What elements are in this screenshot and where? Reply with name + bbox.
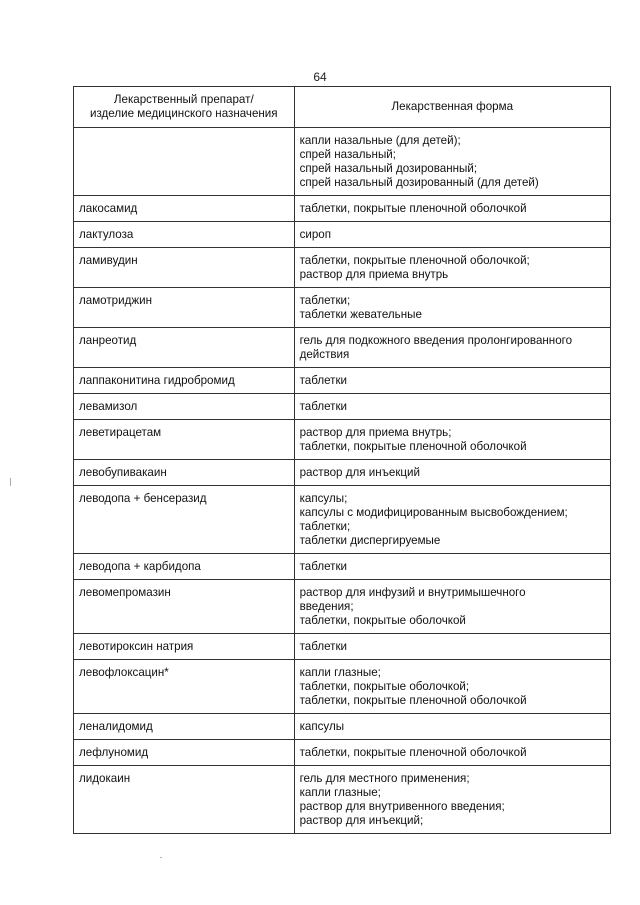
header-drug (74, 87, 295, 128)
dosage-forms (294, 394, 610, 420)
dosage-form: раствор для инфузий и внутримышечного (299, 586, 526, 599)
dosage-forms (294, 460, 610, 486)
dosage-form: капсулы с модифицированным высвобождением; (299, 506, 568, 519)
scan-speck (160, 857, 162, 858)
drug-name: лактулоза (74, 222, 295, 248)
table-row (74, 394, 611, 420)
dosage-form: спрей назальный; (299, 148, 396, 161)
dosage-forms (294, 328, 610, 368)
drug-name (74, 128, 295, 196)
table-row (74, 248, 611, 288)
header-line: изделие медицинского назначения (90, 107, 278, 120)
dosage-form: таблетки, покрытые пленочной оболочкой; (299, 254, 530, 267)
dosage-forms (294, 634, 610, 660)
drug-name: левомепромазин (74, 580, 295, 634)
drug-name: левофлоксацин* (74, 660, 295, 714)
dosage-forms (294, 580, 610, 634)
drug-name: леветирацетам (74, 420, 295, 460)
table-row (74, 486, 611, 554)
drug-name: леводопа + бенсеразид (74, 486, 295, 554)
drug-name: лефлуномид (74, 740, 295, 766)
dosage-forms (294, 554, 610, 580)
dosage-form: таблетки, покрытые оболочкой; (299, 680, 470, 693)
header-line: Лекарственная форма (391, 100, 514, 113)
table-row (74, 660, 611, 714)
dosage-form: введения; (299, 600, 354, 613)
dosage-form: таблетки (299, 374, 348, 387)
dosage-forms (294, 196, 610, 222)
dosage-form: таблетки; (299, 294, 351, 307)
drug-name: лаппаконитина гидробромид (74, 368, 295, 394)
table-row (74, 580, 611, 634)
table-row (74, 222, 611, 248)
dosage-form: спрей назальный дозированный (для детей) (299, 176, 539, 189)
drug-table (73, 86, 611, 834)
dosage-form: капсулы; (299, 492, 348, 505)
table-body (74, 128, 611, 834)
dosage-forms (294, 486, 610, 554)
drug-name: лакосамид (74, 196, 295, 222)
dosage-form: гель для подкожного введения пролонгированного (299, 334, 573, 347)
dosage-form: таблетки, покрытые пленочной оболочкой (299, 202, 527, 215)
table-row (74, 634, 611, 660)
dosage-form: капли глазные; (299, 666, 381, 679)
dosage-forms (294, 660, 610, 714)
dosage-form: спрей назальный дозированный; (299, 162, 478, 175)
table-row (74, 128, 611, 196)
table-row (74, 368, 611, 394)
dosage-form: раствор для приема внутрь (299, 268, 449, 281)
dosage-form: раствор для инъекций; (299, 814, 424, 827)
table-row (74, 714, 611, 740)
dosage-forms (294, 766, 610, 834)
dosage-forms (294, 288, 610, 328)
table-row (74, 740, 611, 766)
dosage-form: таблетки (299, 560, 348, 573)
dosage-form: таблетки, покрытые оболочкой (299, 614, 466, 627)
dosage-form: таблетки жевательные (299, 308, 422, 321)
dosage-form: таблетки диспергируемые (299, 534, 441, 547)
dosage-form: капли назальные (для детей); (299, 134, 461, 147)
table-row (74, 328, 611, 368)
table-row (74, 460, 611, 486)
drug-name: ланреотид (74, 328, 295, 368)
dosage-form: таблетки, покрытые пленочной оболочкой (299, 440, 527, 453)
drug-name: леводопа + карбидопа (74, 554, 295, 580)
dosage-forms (294, 714, 610, 740)
dosage-forms (294, 740, 610, 766)
table-row (74, 766, 611, 834)
drug-name: лидокаин (74, 766, 295, 834)
drug-name: левотироксин натрия (74, 634, 295, 660)
dosage-form: таблетки, покрытые пленочной оболочкой (299, 694, 527, 707)
table-row (74, 554, 611, 580)
table-row (74, 420, 611, 460)
dosage-form: действия (299, 348, 350, 361)
drug-name: ламивудин (74, 248, 295, 288)
dosage-form: раствор для внутривенного введения; (299, 800, 505, 813)
dosage-form: капли глазные; (299, 786, 381, 799)
dosage-form: гель для местного применения; (299, 772, 470, 785)
page-number: 64 (313, 70, 327, 84)
header-line: Лекарственный препарат/ (113, 93, 254, 106)
dosage-form: раствор для приема внутрь; (299, 426, 452, 439)
dosage-forms (294, 222, 610, 248)
dosage-form: таблетки (299, 400, 348, 413)
dosage-form: таблетки, покрытые пленочной оболочкой (299, 746, 527, 759)
scan-speck (10, 478, 11, 486)
dosage-forms (294, 128, 610, 196)
dosage-form: таблетки (299, 640, 348, 653)
drug-name: левамизол (74, 394, 295, 420)
drug-name: леналидомид (74, 714, 295, 740)
dosage-forms (294, 368, 610, 394)
dosage-form: таблетки; (299, 520, 351, 533)
dosage-forms (294, 248, 610, 288)
dosage-form: сироп (299, 228, 332, 241)
drug-name: ламотриджин (74, 288, 295, 328)
dosage-form: раствор для инъекций (299, 466, 420, 479)
table-header-row (74, 87, 611, 128)
dosage-form: капсулы (299, 720, 345, 733)
drug-name: левобупивакаин (74, 460, 295, 486)
table-row (74, 288, 611, 328)
dosage-forms (294, 420, 610, 460)
table-row (74, 196, 611, 222)
header-form (294, 87, 610, 128)
